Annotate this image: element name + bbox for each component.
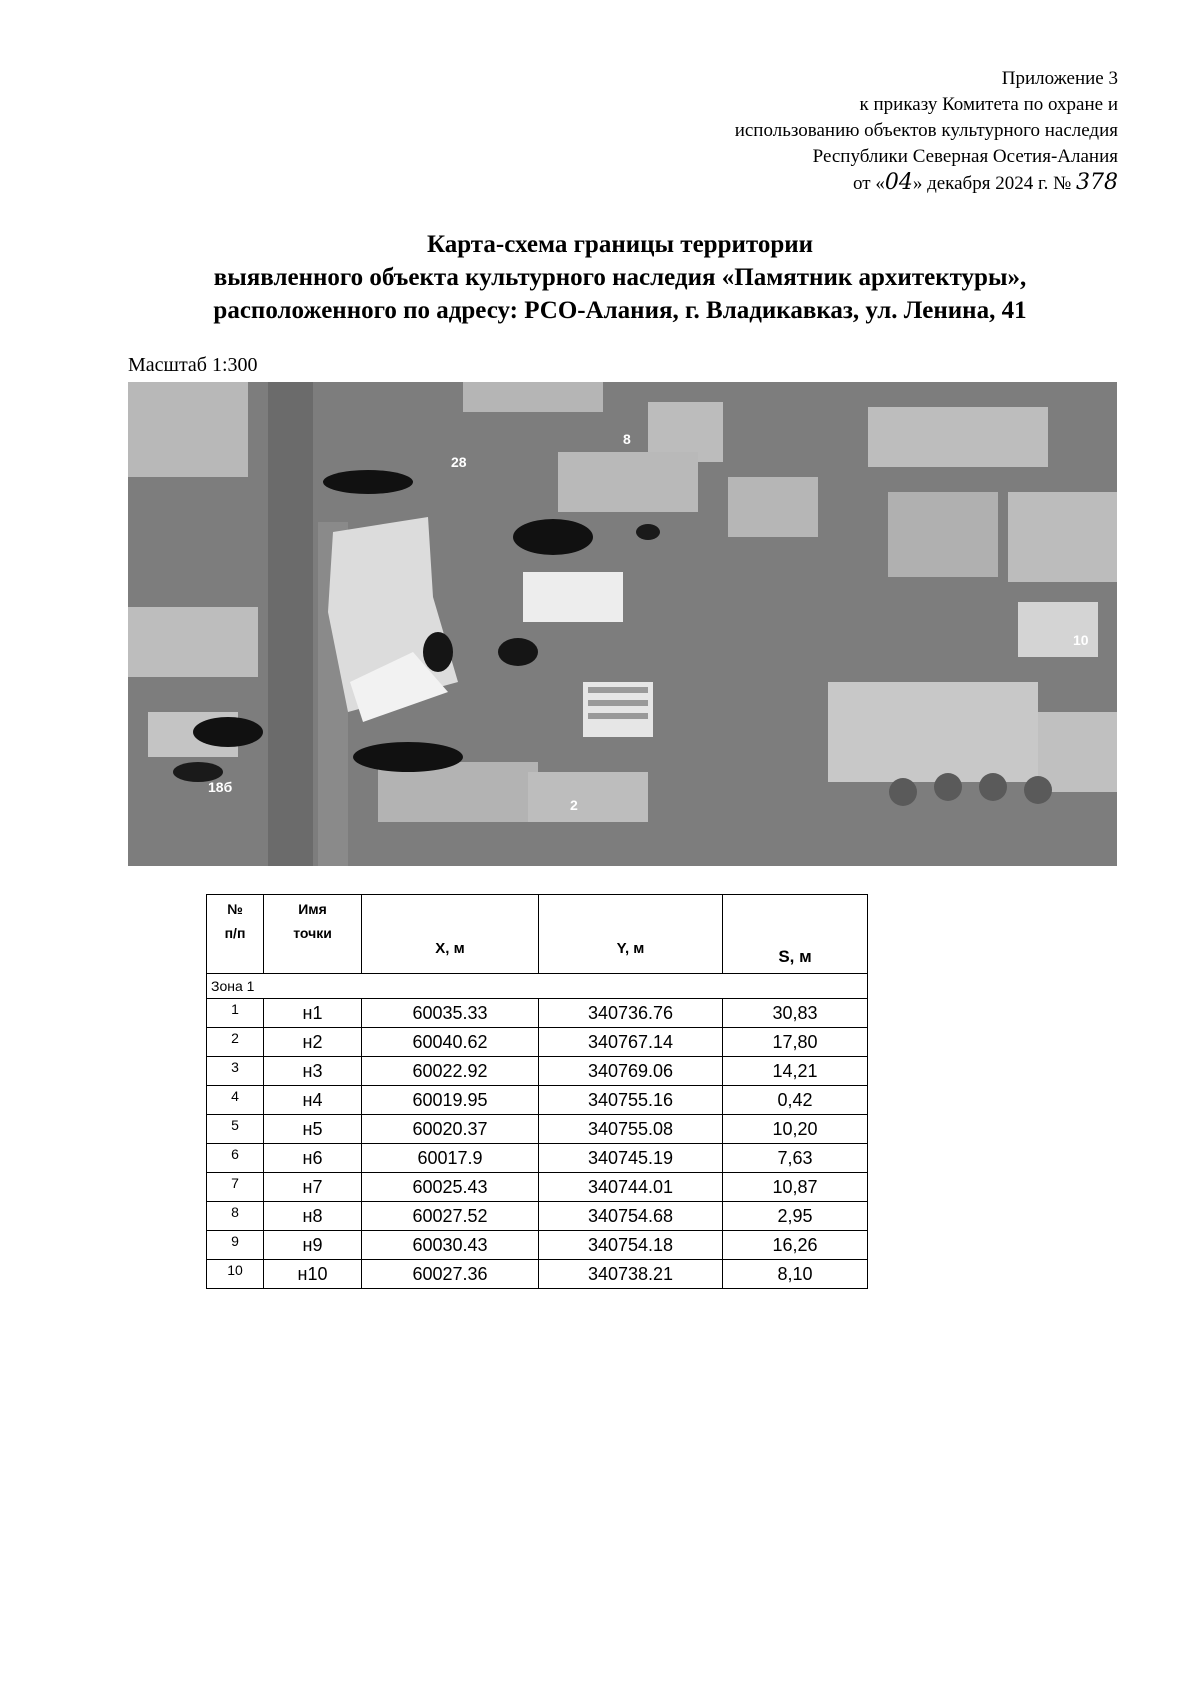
header-num-line-2: п/п	[224, 925, 246, 941]
cell-point-name: н9	[264, 1231, 362, 1260]
map-label-10: 10	[1073, 632, 1089, 648]
cell-y: 340769.06	[539, 1057, 723, 1086]
cell-point-name: н4	[264, 1086, 362, 1115]
cell-s: 17,80	[723, 1028, 868, 1057]
aerial-map-graphic	[128, 382, 1117, 866]
map-label-18b: 18б	[208, 779, 233, 795]
header-name-line-1: Имя	[298, 901, 327, 917]
cell-point-name: н10	[264, 1260, 362, 1289]
map-label-28: 28	[451, 454, 467, 470]
date-day-handwritten: 04	[884, 170, 913, 195]
cell-s: 10,87	[723, 1173, 868, 1202]
appendix-date-line	[735, 170, 1118, 197]
cell-y: 340755.08	[539, 1115, 723, 1144]
coordinates-table	[206, 894, 868, 1289]
cell-s: 2,95	[723, 1202, 868, 1231]
cell-point-name: н1	[264, 999, 362, 1028]
appendix-line-2: к приказу Комитета по охране и	[859, 94, 1118, 115]
cell-y: 340754.68	[539, 1202, 723, 1231]
header-num	[207, 895, 264, 974]
cell-point-name: н5	[264, 1115, 362, 1144]
table-body	[207, 999, 868, 1289]
header-point-name	[264, 895, 362, 974]
cell-y: 340738.21	[539, 1260, 723, 1289]
scale-label: Масштаб 1:300	[128, 354, 258, 376]
cell-y: 340736.76	[539, 999, 723, 1028]
cell-s: 0,42	[723, 1086, 868, 1115]
date-prefix: от «	[853, 173, 885, 194]
title-line-3: расположенного по адресу: РСО-Алания, г. Владикавказ, ул. Ленина, 41	[213, 297, 1027, 324]
cell-s: 7,63	[723, 1144, 868, 1173]
appendix-line-4: Республики Северная Осетия-Алания	[812, 146, 1118, 167]
cell-x: 60027.36	[362, 1260, 539, 1289]
map-label-2: 2	[570, 797, 578, 813]
header-num-line-1: №	[227, 901, 243, 917]
cell-x: 60025.43	[362, 1173, 539, 1202]
cell-x: 60019.95	[362, 1086, 539, 1115]
table-row	[207, 1260, 868, 1289]
header-name-line-2: точки	[293, 925, 332, 941]
header-y: Y, м	[539, 895, 723, 974]
table-row	[207, 999, 868, 1028]
map-label-8: 8	[623, 431, 631, 447]
cell-x: 60040.62	[362, 1028, 539, 1057]
table-header-row	[207, 895, 868, 974]
title-line-1: Карта-схема границы территории	[426, 231, 814, 258]
table-row	[207, 1202, 868, 1231]
cell-num: 9	[207, 1231, 264, 1260]
table-row	[207, 1028, 868, 1057]
appendix-line-3: использованию объектов культурного наследия	[734, 120, 1118, 141]
header-x: X, м	[362, 895, 539, 974]
cell-x: 60027.52	[362, 1202, 539, 1231]
table-row	[207, 1086, 868, 1115]
cell-y: 340754.18	[539, 1231, 723, 1260]
aerial-map	[128, 382, 1117, 866]
cell-point-name: н6	[264, 1144, 362, 1173]
cell-y: 340744.01	[539, 1173, 723, 1202]
cell-x: 60030.43	[362, 1231, 539, 1260]
cell-num: 3	[207, 1057, 264, 1086]
cell-num: 10	[207, 1260, 264, 1289]
cell-point-name: н3	[264, 1057, 362, 1086]
cell-s: 8,10	[723, 1260, 868, 1289]
appendix-line-1: Приложение 3	[1001, 68, 1118, 89]
date-middle: » декабря 2024 г. №	[912, 173, 1072, 194]
table-row	[207, 1173, 868, 1202]
cell-num: 2	[207, 1028, 264, 1057]
table-row	[207, 1057, 868, 1086]
cell-num: 6	[207, 1144, 264, 1173]
cell-x: 60020.37	[362, 1115, 539, 1144]
cell-s: 14,21	[723, 1057, 868, 1086]
document-title	[60, 228, 1180, 327]
cell-x: 60035.33	[362, 999, 539, 1028]
zone-row	[207, 974, 868, 999]
cell-x: 60017.9	[362, 1144, 539, 1173]
cell-num: 4	[207, 1086, 264, 1115]
cell-y: 340745.19	[539, 1144, 723, 1173]
header-s: S, м	[723, 895, 868, 974]
cell-point-name: н2	[264, 1028, 362, 1057]
cell-y: 340755.16	[539, 1086, 723, 1115]
cell-x: 60022.92	[362, 1057, 539, 1086]
appendix-header	[735, 66, 1118, 197]
table-row	[207, 1144, 868, 1173]
cell-num: 8	[207, 1202, 264, 1231]
zone-label: Зона 1	[207, 974, 868, 999]
cell-point-name: н7	[264, 1173, 362, 1202]
cell-s: 16,26	[723, 1231, 868, 1260]
cell-y: 340767.14	[539, 1028, 723, 1057]
cell-s: 30,83	[723, 999, 868, 1028]
cell-point-name: н8	[264, 1202, 362, 1231]
order-number-handwritten: 378	[1076, 170, 1118, 195]
cell-num: 7	[207, 1173, 264, 1202]
table-row	[207, 1115, 868, 1144]
cell-num: 1	[207, 999, 264, 1028]
cell-s: 10,20	[723, 1115, 868, 1144]
cell-num: 5	[207, 1115, 264, 1144]
table-row	[207, 1231, 868, 1260]
title-line-2: выявленного объекта культурного наследия «Памятник архитектуры»,	[213, 264, 1027, 291]
